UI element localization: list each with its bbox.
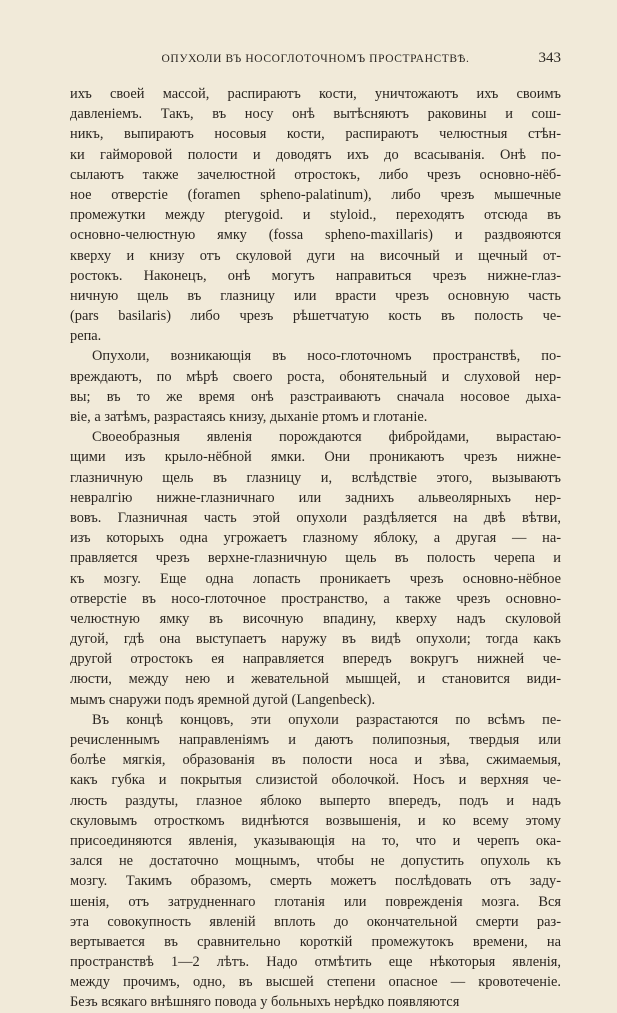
text-line: давленіемъ. Такъ, въ носу онѣ вытѣсняютъ раковины и сош- [70, 106, 561, 123]
text-line: кверху и книзу отъ скуловой дуги на височный и щечный от- [70, 247, 561, 264]
text-line: дугой, гдѣ она выступаетъ наружу въ видѣ опухоли; тогда какъ [70, 631, 561, 648]
paragraph [70, 427, 561, 710]
text-line: шенія, отъ затрудненнаго глотанія или поврежденія мозга. Вся [70, 893, 561, 910]
text-line: основно-челюстную ямку (fossa spheno-maxillaris) и раздвояются [70, 227, 561, 244]
text-line: люсть раздуты, глазное яблоко выперто впередъ, подъ и надъ [70, 792, 561, 809]
text-line: между прочимъ, одно, въ высшей степени опасное — кровотеченіе. [70, 974, 561, 991]
text-line: Опухоли, возникающія въ носо-глоточномъ пространствѣ, по- [92, 348, 561, 365]
text-line: віе, а затѣмъ, разрастаясь книзу, дыханіе ртомъ и глотаніе. [70, 409, 428, 426]
text-line: мозгу. Такимъ образомъ, смерть можетъ послѣдовать отъ заду- [70, 873, 561, 890]
text-line: промежутки между pterygoid. и styloid., переходятъ отсюда въ [70, 207, 561, 224]
text-line: какъ губка и покрытыя слизистой оболочкой. Носъ и верхняя че- [70, 772, 561, 789]
text-line: ки гайморовой полости и доводятъ ихъ до всасыванія. Онѣ по- [70, 146, 561, 163]
text-line: отверстіе въ носо-глоточное пространство, а также чрезъ основно- [70, 590, 561, 607]
paragraph [70, 346, 561, 427]
text-line: ное отверстіе (foramen spheno-palatinum), либо чрезъ мышечные [70, 186, 561, 203]
text-line: щими изъ крыло-нёбной ямки. Они проникаютъ чрезъ нижне- [70, 449, 561, 466]
text-line: никъ, выпираютъ носовыя кости, распираютъ челюстныя стѣн- [70, 126, 561, 143]
page-number: 343 [538, 50, 561, 66]
text-line: люсти, между нею и жевательной мышцей, и становится види- [70, 671, 561, 688]
running-head-title: ОПУХОЛИ ВЪ НОСОГЛОТОЧНОМЪ ПРОСТРАНСТВѢ. [161, 53, 470, 65]
text-line: вы; въ то же время онѣ разстраиваютъ сначала носовое дыха- [70, 388, 561, 405]
text-line: вовъ. Глазничная часть этой опухоли раздѣляется на двѣ вѣтви, [70, 509, 561, 526]
text-line: правляется чрезъ верхне-глазничную щель въ полость черепа и [70, 550, 561, 567]
text-line: невралгію нижне-глазничнаго или заднихъ альвеолярныхъ нер- [70, 489, 561, 506]
text-line: изъ которыхъ одна угрожаетъ глазному яблоку, а другая — на- [70, 530, 561, 547]
text-line: другой отростокъ ея направляется впередъ вокругъ нижней че- [70, 651, 561, 668]
paragraph [70, 84, 561, 346]
text-line: глазничную щель въ глазницу и, вслѣдствіе этого, вызываютъ [70, 469, 561, 486]
text-line: ихъ своей массой, распираютъ кости, уничтожаютъ ихъ своимъ [70, 86, 561, 102]
text-line: мымъ снаружи подъ яремной дугой (Langenbeck). [70, 691, 376, 708]
text-line: къ мозгу. Еще одна лопасть проникаетъ чрезъ основно-нёбное [70, 570, 561, 587]
text-line: Безъ всякаго внѣшняго повода у больныхъ нерѣдко появляются [70, 994, 460, 1011]
text-line: присоединяются явленія, указывающія на то, что и черепъ ока- [70, 832, 561, 849]
text-line: скуловымъ отросткомъ виднѣются возвышенія, и ко всему этому [70, 812, 561, 829]
text-line: челюстную ямку въ височную впадину, кверху надъ скуловой [70, 610, 561, 627]
paragraph [70, 710, 561, 1013]
text-line: болѣе мягкія, образованія въ полости носа и зѣва, сжимаемыя, [70, 752, 561, 769]
text-line: вреждаютъ, по мѣрѣ своего роста, обонятельный и слуховой нер- [70, 368, 561, 385]
text-line: Своеобразныя явленія порождаются фибройдами, вырастаю- [92, 429, 561, 446]
text-line: (pars basilaris) либо чрезъ рѣшетчатую кость въ полость че- [70, 308, 561, 325]
text-line: вертывается въ сравнительно короткій промежутокъ времени, на [70, 933, 561, 950]
text-line: эта совокупность явленій вплоть до окончательной смерти раз- [70, 913, 561, 930]
text-line: пространствѣ 1—2 лѣтъ. Надо отмѣтить еще нѣкоторыя явленія, [70, 954, 561, 971]
text-line: речисленнымъ направленіямъ и даютъ полипозныя, твердыя или [70, 732, 561, 749]
text-line: Въ концѣ концовъ, эти опухоли разрастаются по всѣмъ пе- [92, 711, 561, 728]
text-line: зался не достаточно мощнымъ, чтобы не допустить опухоль къ [70, 853, 561, 870]
text-line: ростокъ. Наконецъ, онѣ могутъ направиться чрезъ нижне-глаз- [70, 267, 561, 284]
text-line: сылаютъ также зачелюстной отростокъ, либо чрезъ основно-нёб- [70, 166, 561, 183]
body-text [70, 84, 561, 1013]
text-line: репа. [70, 328, 102, 345]
running-header [70, 50, 561, 72]
text-line: ничную щель въ глазницу или врасти чрезъ основную часть [70, 287, 561, 304]
